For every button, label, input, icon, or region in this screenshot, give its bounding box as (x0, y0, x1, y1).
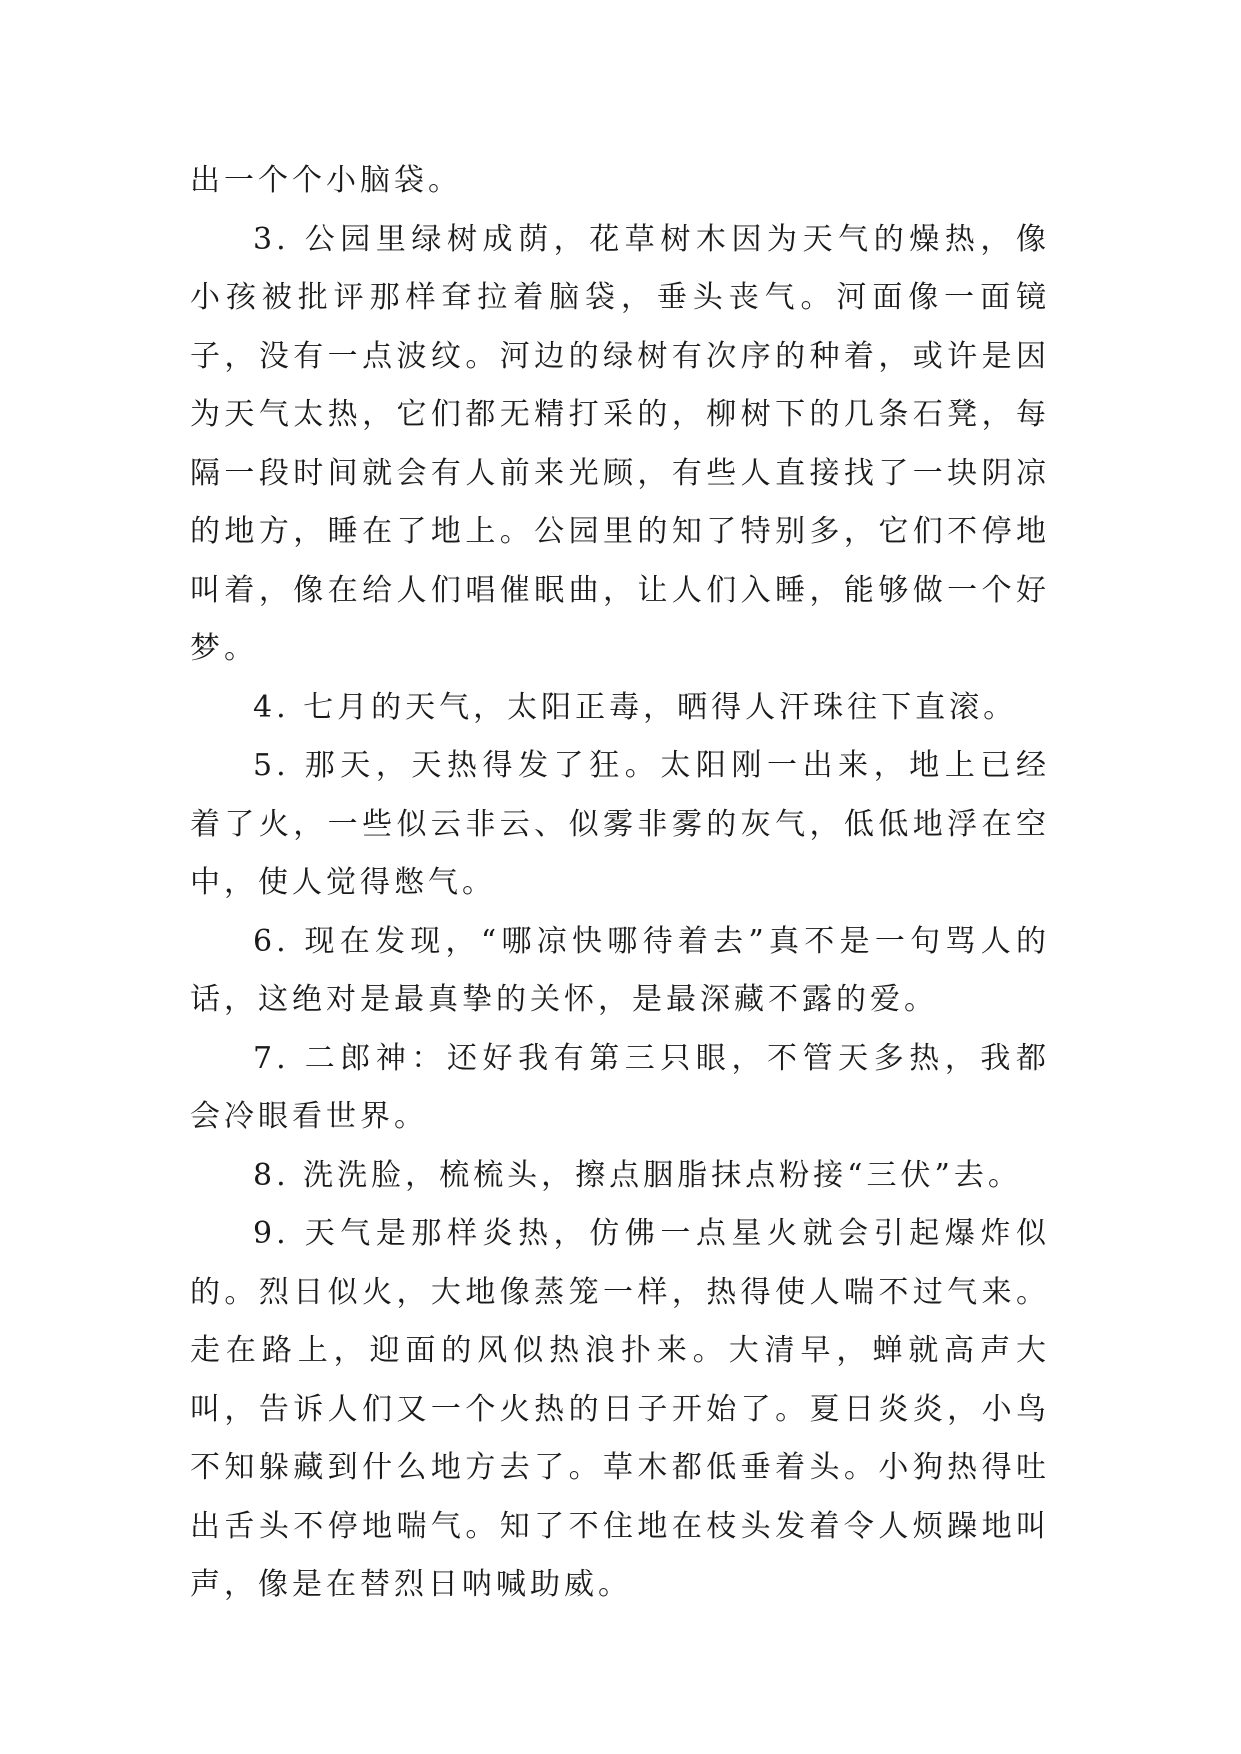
paragraph-item-9: 9. 天气是那样炎热，仿佛一点星火就会引起爆炸似的。烈日似火，大地像蒸笼一样，热得使人喘不过气来。走在路上，迎面的风似热浪扑来。大清早，蝉就高声大叫，告诉人们又一个火热的日子开始了。夏日炎炎，小鸟不知躲藏到什么地方去了。草木都低垂着头。小狗热得吐出舌头不停地喘气。知了不住地在枝头发着令人烦躁地叫声，像是在替烈日呐喊助威。 (190, 1216, 1050, 1602)
paragraph-continuation: 出一个个小脑袋。 (190, 163, 462, 198)
paragraph-item-6: 6. 现在发现，“哪凉快哪待着去”真不是一句骂人的话，这绝对是最真挚的关怀，是最深藏不露的爱。 (190, 923, 1050, 1017)
document-body (190, 152, 1050, 1615)
paragraph-item-5: 5. 那天，天热得发了狂。太阳刚一出来，地上已经着了火，一些似云非云、似雾非雾的灰气，低低地浮在空中，使人觉得憋气。 (190, 748, 1050, 900)
paragraph-item-8: 8. 洗洗脸，梳梳头，擦点胭脂抹点粉接“三伏”去。 (253, 1157, 1022, 1193)
paragraph-item-7: 7. 二郎神：还好我有第三只眼，不管天多热，我都会冷眼看世界。 (190, 1040, 1050, 1134)
paragraph-item-4: 4. 七月的天气，太阳正毒，晒得人汗珠往下直滚。 (253, 689, 1018, 725)
paragraph-item-3: 3. 公园里绿树成荫，花草树木因为天气的燥热，像小孩被批评那样耷拉着脑袋，垂头丧气。河面像一面镜子，没有一点波纹。河边的绿树有次序的种着，或许是因为天气太热，它们都无精打采的，柳树下的几条石凳，每隔一段时间就会有人前来光顾，有些人直接找了一块阴凉的地方，睡在了地上。公园里的知了特别多，它们不停地叫着，像在给人们唱催眠曲，让人们入睡，能够做一个好梦。 (190, 221, 1050, 666)
